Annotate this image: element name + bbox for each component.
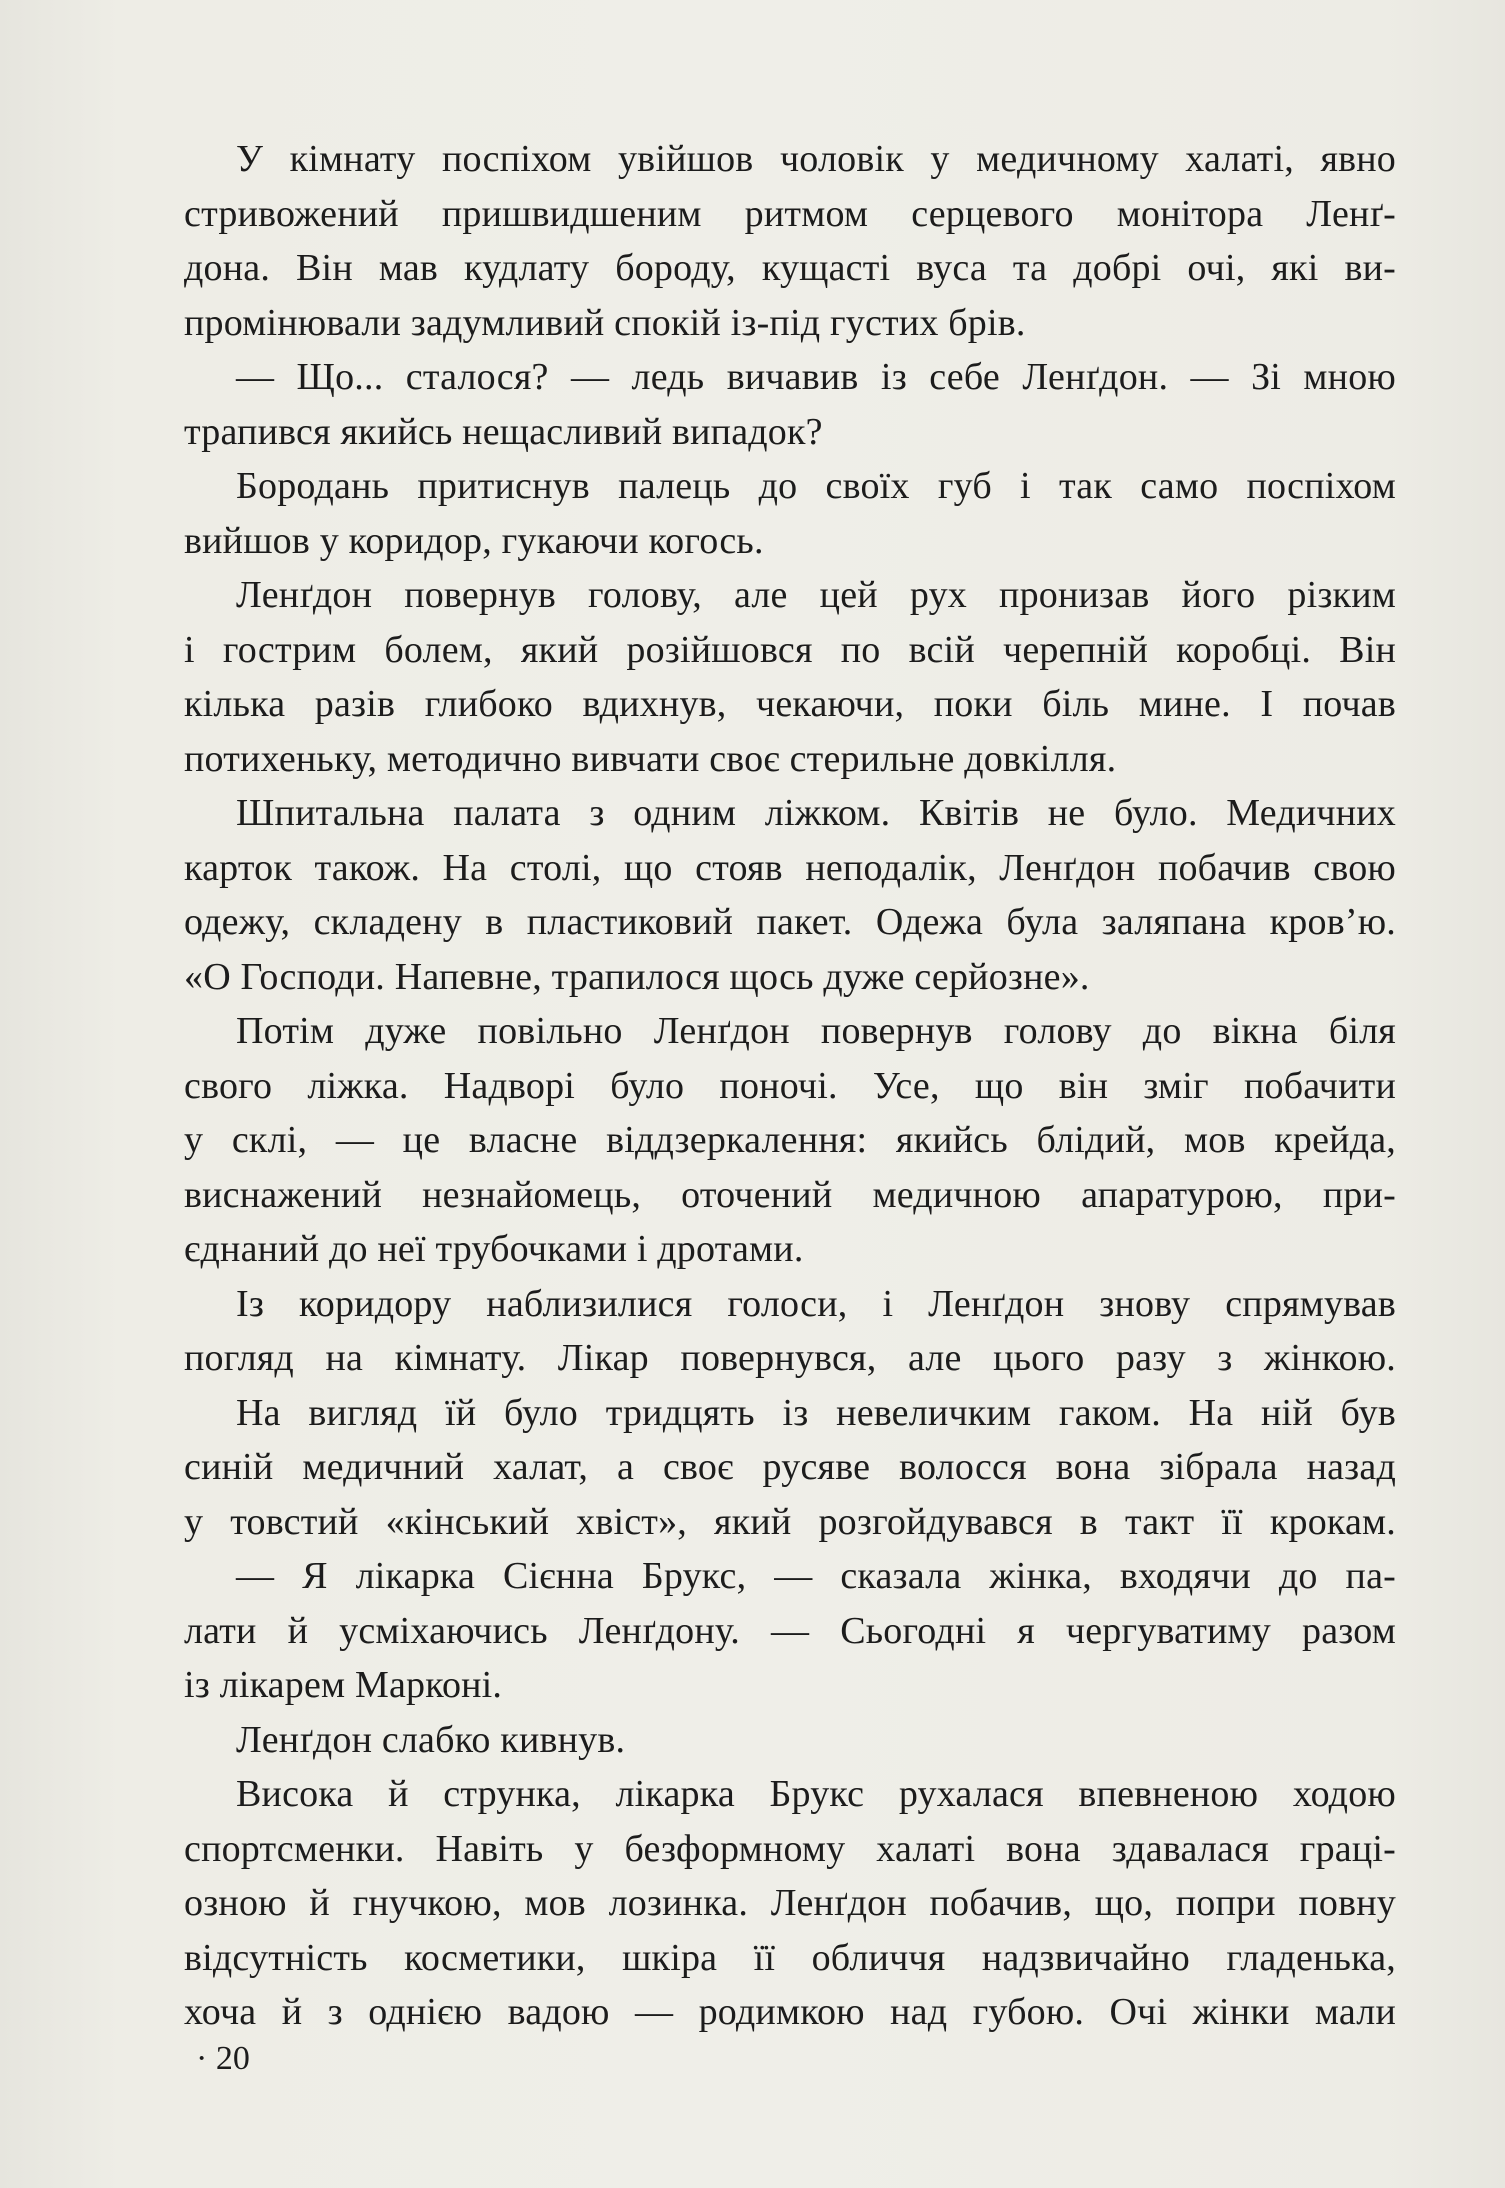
text-line: одежу, складену в пластиковий пакет. Одежа була заляпана кров’ю. <box>184 901 1396 943</box>
text-line: Бородань притиснув палець до своїх губ і так само поспіхом <box>236 465 1396 507</box>
text-line: хоча й з однією вадою — родимкою над губою. Очі жінки мали <box>184 1991 1396 2033</box>
text-line: озною й гнучкою, мов лозинка. Ленґдон побачив, що, попри повну <box>184 1882 1396 1924</box>
text-line: стривожений пришвидшеним ритмом серцевого монітора Ленґ- <box>184 192 1396 235</box>
text-line: у склі, — це власне віддзеркалення: якийсь блідий, мов крейда, <box>184 1119 1396 1161</box>
text-line: Потім дуже повільно Ленґдон повернув голову до вікна біля <box>236 1010 1396 1052</box>
text-line: Шпитальна палата з одним ліжком. Квітів не було. Медичних <box>236 792 1396 834</box>
text-line: у товстий «кінський хвіст», який розгойдувався в такт її крокам. <box>184 1500 1396 1543</box>
text-line: відсутність косметики, шкіра її обличчя надзвичайно гладенька, <box>184 1936 1396 1979</box>
text-line: — Що... сталося? — ледь вичавив із себе Ленґдон. — Зі мною <box>236 356 1396 398</box>
text-line: потихеньку, методично вивчати своє стерильне довкілля. <box>184 737 1117 780</box>
text-line: лати й усміхаючись Ленґдону. — Сьогодні я чергуватиму разом <box>184 1609 1396 1652</box>
text-line: і гострим болем, який розійшовся по всій черепній коробці. Він <box>184 628 1396 671</box>
text-line: спортсменки. Навіть у безформному халаті вона здавалася граці- <box>184 1827 1396 1870</box>
text-line: вийшов у коридор, гукаючи когось. <box>184 519 764 562</box>
text-line: кілька разів глибоко вдихнув, чекаючи, поки біль мине. І почав <box>184 683 1396 725</box>
text-line: На вигляд їй було тридцять із невеличким гаком. На ній був <box>236 1391 1396 1434</box>
text-line: погляд на кімнату. Лікар повернувся, але цього разу з жінкою. <box>184 1337 1396 1379</box>
text-line: Із коридору наблизилися голоси, і Ленґдон знову спрямував <box>236 1282 1396 1325</box>
text-line: дона. Він мав кудлату бороду, кущасті вуса та добрі очі, які ви- <box>184 247 1396 289</box>
text-line: свого ліжка. Надворі було поночі. Усе, що він зміг побачити <box>184 1064 1396 1107</box>
text-line: карток також. На столі, що стояв неподалік, Ленґдон побачив свою <box>184 846 1396 889</box>
text-line: синій медичний халат, а своє русяве волосся вона зібрала назад <box>184 1446 1396 1488</box>
text-line: — Я лікарка Сієнна Брукс, — сказала жінка, входячи до па- <box>236 1555 1396 1597</box>
text-line: У кімнату поспіхом увійшов чоловік у медичному халаті, явно <box>236 138 1396 180</box>
text-line: Ленґдон слабко кивнув. <box>236 1718 626 1761</box>
page-number: · 20 <box>196 2040 250 2077</box>
text-line: Висока й струнка, лікарка Брукс рухалася впевненою ходою <box>236 1773 1396 1815</box>
text-line: Ленґдон повернув голову, але цей рух пронизав його різким <box>236 574 1396 616</box>
text-line: виснажений незнайомець, оточений медичною апаратурою, при- <box>184 1173 1396 1216</box>
text-line: єднаний до неї трубочками і дротами. <box>184 1228 804 1270</box>
text-line: із лікарем Марконі. <box>184 1664 503 1706</box>
text-line: промінювали задумливий спокій із-під густих брів. <box>184 301 1026 344</box>
text-line: трапився якийсь нещасливий випадок? <box>184 410 823 453</box>
text-line: «О Господи. Напевне, трапилося щось дуже серйозне». <box>184 955 1090 998</box>
page-text <box>184 132 1396 2040</box>
